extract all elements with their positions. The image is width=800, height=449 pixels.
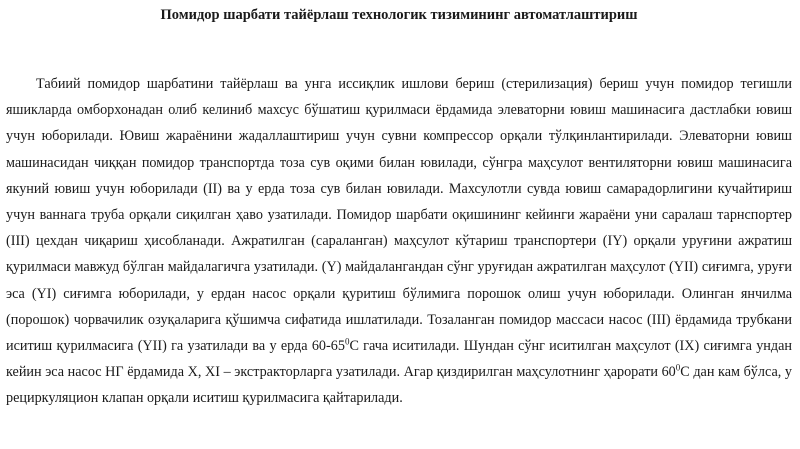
degree-superscript-1: 0 [344,336,350,347]
document-title: Помидор шарбати тайёрлаш технологик тизимининг автоматлаштириш [160,7,638,23]
paragraph-text-part-1: Табиий помидор шарбатини тайёрлаш ва унга иссиқлик ишлови бериш (стерилизация) бериш учун помидор тегишли яшикларда омборхонадан олиб келиниб махсус бўшатиш қурилмаси ёрдамида элеваторни ювиш машинасига дастлабки ювиш учун юборилади. Ювиш жараёнини жадаллаштириш учун сувни компрессор орқали тўлқинлантирилади. Элеваторни ювиш машинасидан чиққан помидор транспортда тоза сув оқими билан ювилади, сўнгра маҳсулот вентиляторни ювиш машинасига якуний ювиш учун юборилади (II) ва у ерда тоза сув билан ювилади. Махсулотли сувда ювиш самарадорлигини кучайтириш учун ваннага труба орқали сиқилган ҳаво узатилади. Помидор шарбати оқишининг кейинги жараёни уни саралаш тарнспортер (III) цехдан чиқариш ҳисобланади. Ажратилган (сараланган) маҳсулот кўтариш транспортери (IY) орқали уруғини ажратиш қурилмаси мавжуд бўлган майдалагичга узатилади. (Y) майдалангандан сўнг уруғидан ажратилган маҳсулот (YII) сиғимга, уруғи эса (YI) сиғимга юборилади, у ердан насос орқали қуритиш бўлимига порошок олиш учун юборилади. Олинган янчилма (порошок) чорвачилик озуқаларига қўшимча сифатида ишлатилади. Тозаланган помидор массаси насос (III) ёрдамида трубкани иситиш қурилмасига (YII) га узатилади ва у ерда 60-65 [6,76,792,355]
document-paragraph [6,71,792,412]
paragraph-text-part-3: С дан кам бўлса, у рециркуляцион клапан орқали иситиш қурилмасига қайтарилади. [6,364,792,407]
paragraph-text-part-2: С гача иситилади. Шундан сўнг иситилган маҳсулот (IX) сиғимга ундан кейин эса насос НГ ёрдамида X, XI – экстракторларга узатилади. Агар қиздирилган маҳсулотнинг ҳарорати 60 [6,338,792,381]
degree-superscript-2: 0 [675,362,681,373]
